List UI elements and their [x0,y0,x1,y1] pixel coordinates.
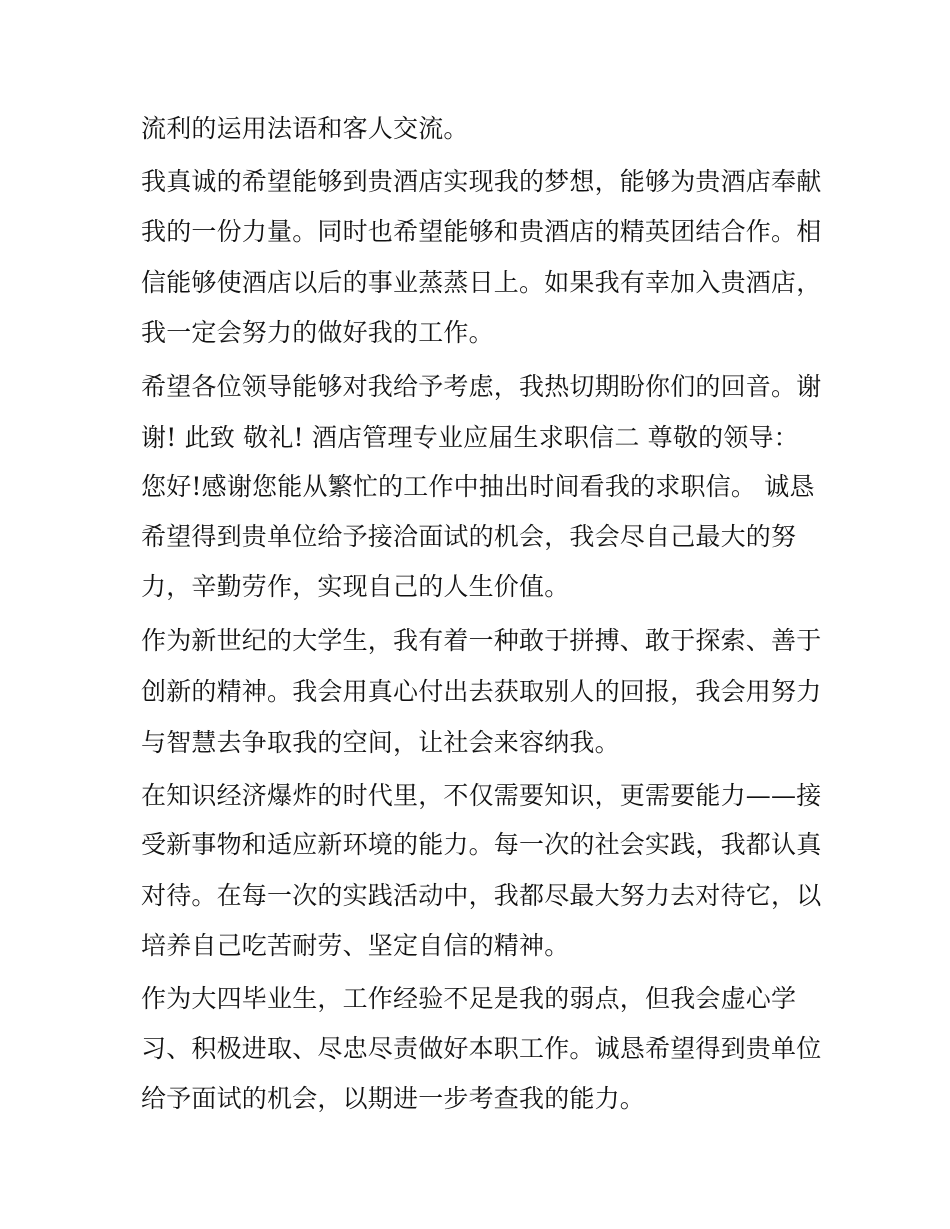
text-line: 作为新世纪的大学生，我有着一种敢于拼搏、敢于探索、善于 [141,626,822,655]
text-line: 对待。在每一次的实践活动中，我都尽最大努力去对待它，以 [141,881,822,910]
text-line: 我真诚的希望能够到贵酒店实现我的梦想，能够为贵酒店奉献 [141,167,822,196]
text-line: 给予面试的机会，以期进一步考查我的能力。 [141,1084,646,1113]
text-line: 我的一份力量。同时也希望能够和贵酒店的精英团结合作。相 [141,217,822,246]
text-line: 与智慧去争取我的空间，让社会来容纳我。 [141,728,620,757]
text-line: 希望得到贵单位给予接洽面试的机会，我会尽自己最大的努 [141,522,797,551]
text-line: 我一定会努力的做好我的工作。 [141,318,494,347]
text-line: 作为大四毕业生，工作经验不足是我的弱点，但我会虚心学 [141,984,797,1013]
text-line: 信能够使酒店以后的事业蒸蒸日上。如果我有幸加入贵酒店， [141,268,822,297]
text-line: 受新事物和适应新环境的能力。每一次的社会实践，我都认真 [141,830,822,859]
text-line: 您好!感谢您能从繁忙的工作中抽出时间看我的求职信。 诚恳 [141,472,815,501]
text-line: 在知识经济爆炸的时代里，不仅需要知识，更需要能力——接 [141,781,822,810]
text-line: 谢! 此致 敬礼! 酒店管理专业应届生求职信二 尊敬的领导： [141,423,799,452]
text-line: 创新的精神。我会用真心付出去获取别人的回报，我会用努力 [141,677,822,706]
text-line: 培养自己吃苦耐劳、坚定自信的精神。 [141,931,570,960]
text-line: 希望各位领导能够对我给予考虑，我热切期盼你们的回音。谢 [141,372,822,401]
text-line: 力，辛勤劳作，实现自己的人生价值。 [141,572,570,601]
text-line: 流利的运用法语和客人交流。 [141,114,469,143]
text-line: 习、积极进取、尽忠尽责做好本职工作。诚恳希望得到贵单位 [141,1034,822,1063]
